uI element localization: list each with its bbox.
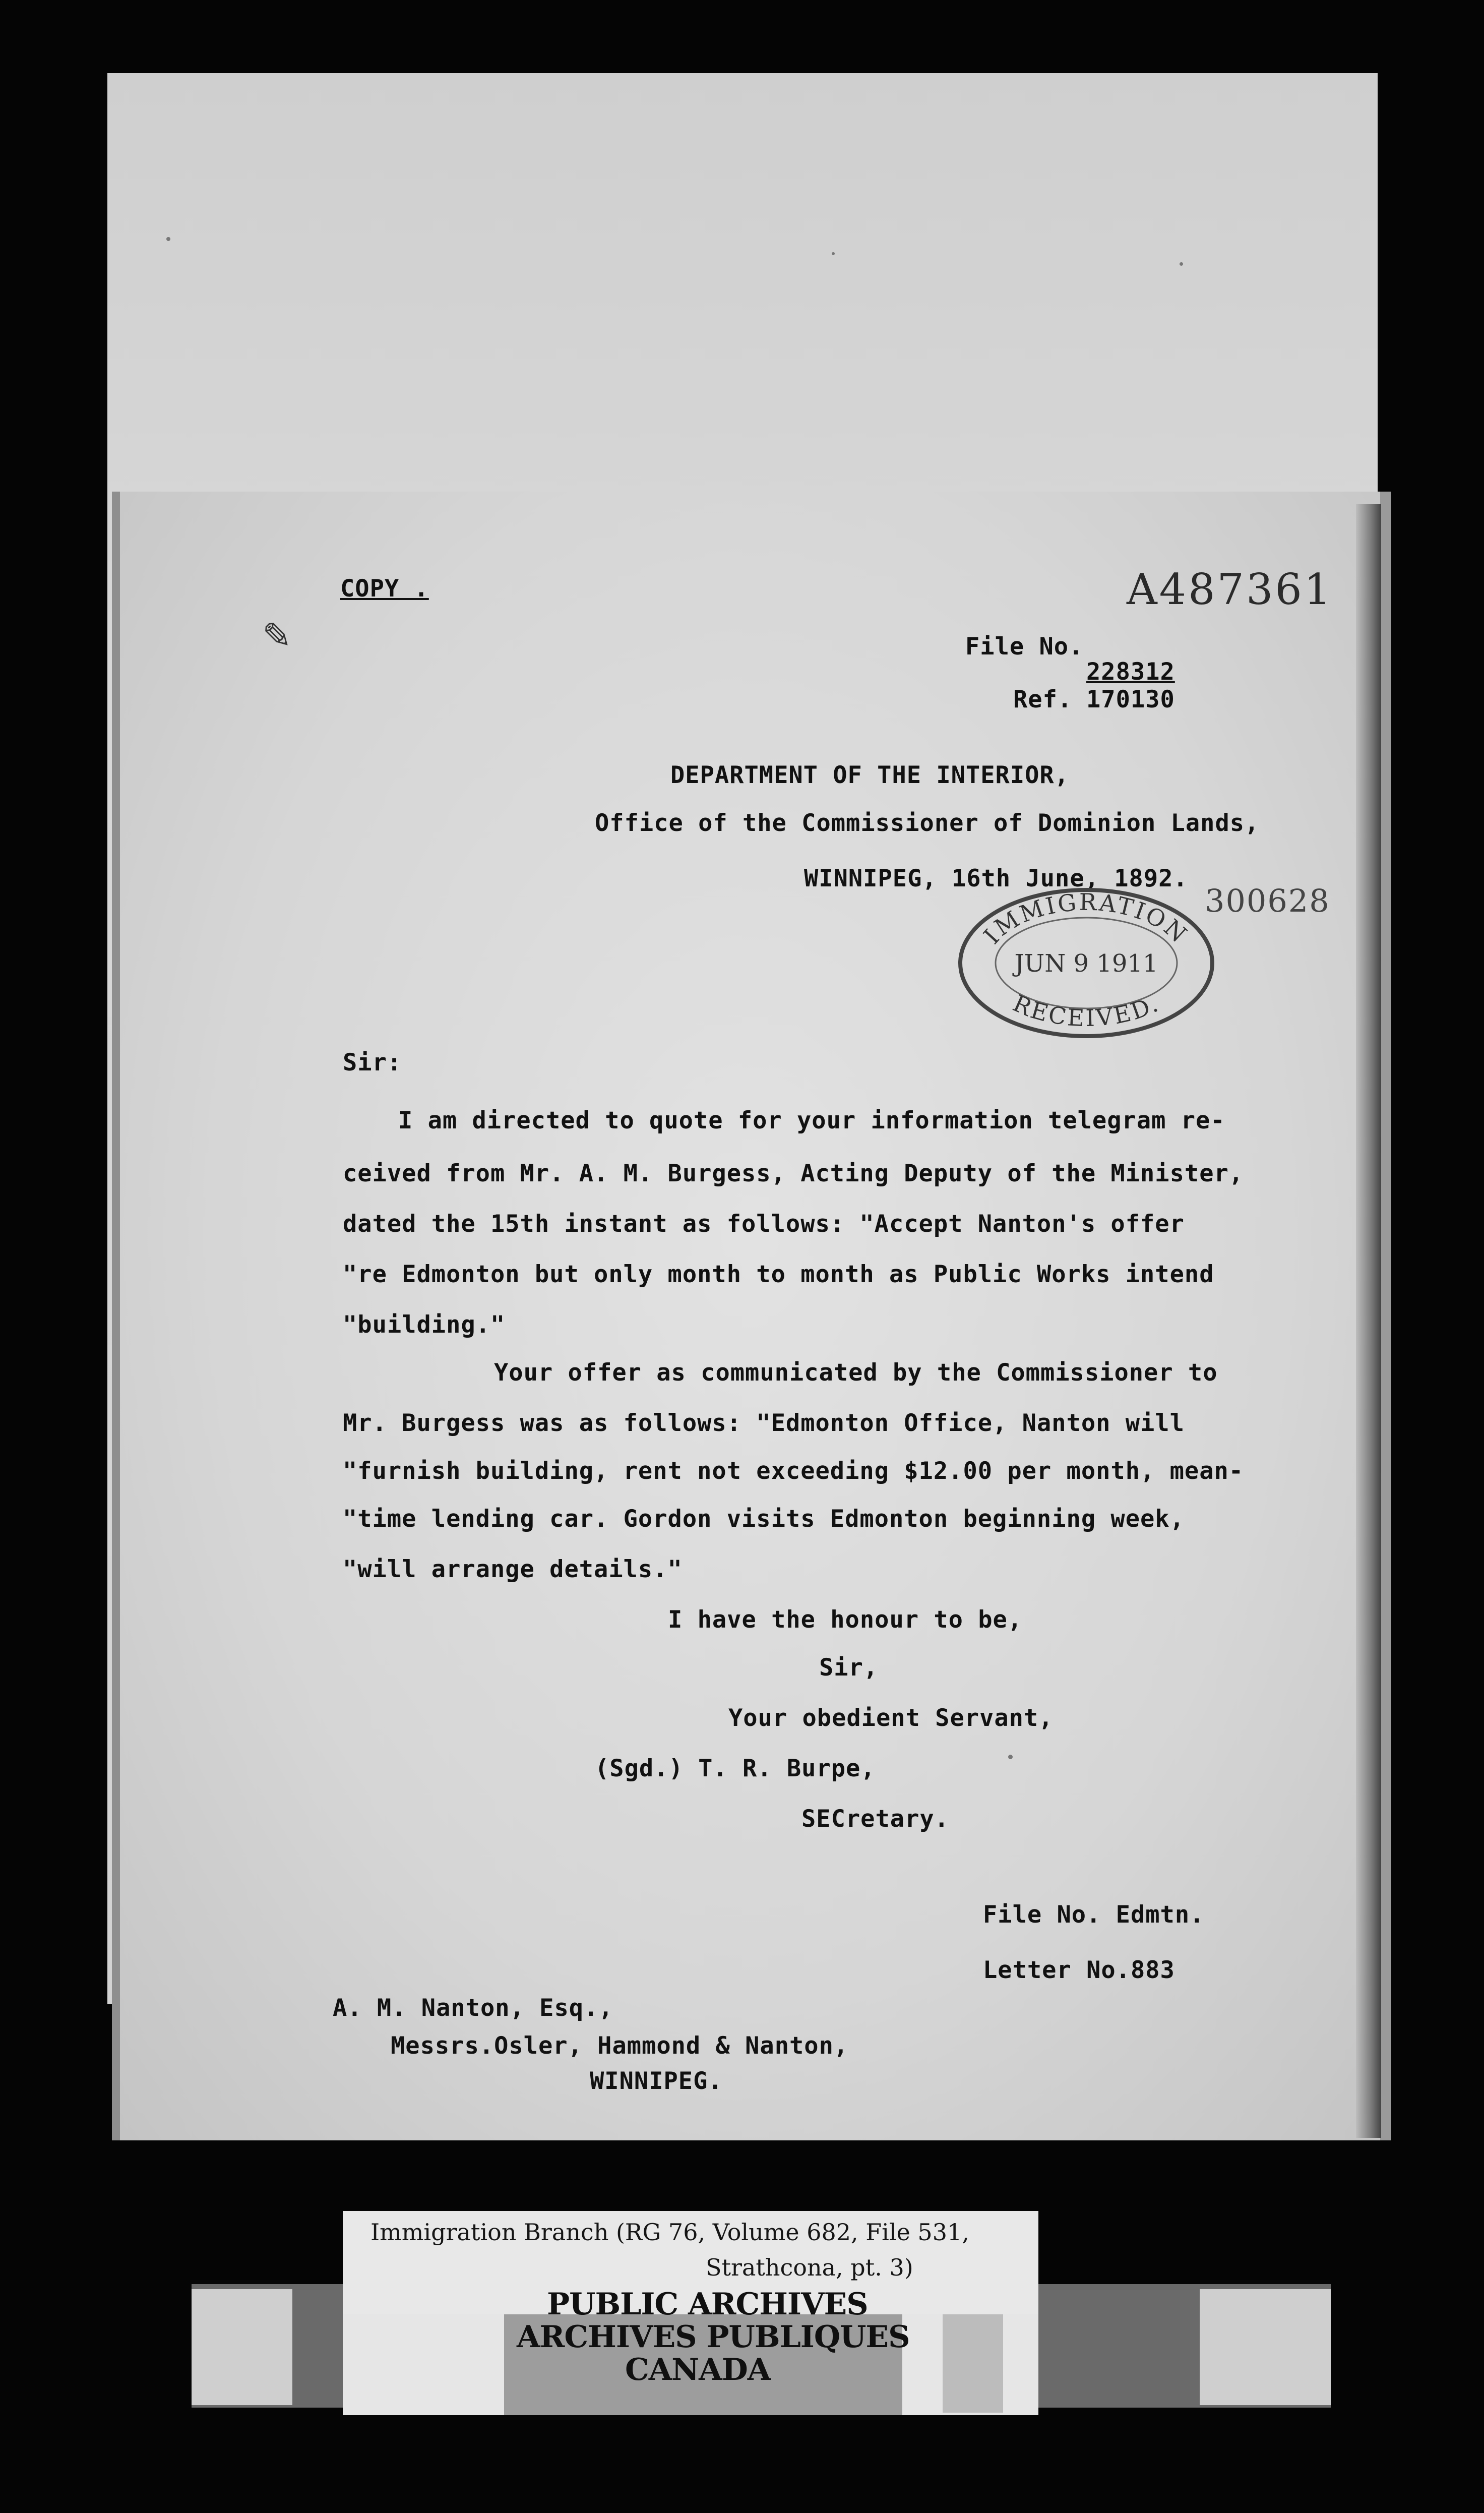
- salutation: Sir:: [343, 1049, 402, 1076]
- paragraph2-line: "time lending car. Gordon visits Edmonton beginning week,: [343, 1505, 1185, 1533]
- paper-speck: [1008, 1755, 1013, 1759]
- immigration-received-stamp: [955, 885, 1217, 1041]
- archive-label-line: Strathcona, pt. 3): [706, 2254, 913, 2281]
- paragraph2-line: Mr. Burgess was as follows: "Edmonton Office, Nanton will: [343, 1409, 1185, 1437]
- letter-sheet: [112, 492, 1391, 2140]
- closing-line: Your obedient Servant,: [728, 1704, 1054, 1732]
- office-heading: Office of the Commissioner of Dominion Lands,: [595, 809, 1260, 837]
- archive-name-english: PUBLIC ARCHIVES: [547, 2287, 868, 2322]
- closing-line: I have the honour to be,: [668, 1606, 1023, 1634]
- paragraph1-line: "building.": [343, 1311, 506, 1339]
- paragraph2-line: Your offer as communicated by the Commissioner to: [494, 1359, 1218, 1387]
- archive-strip-end: [192, 2289, 292, 2405]
- file-no-value: 228312: [1086, 658, 1175, 686]
- stamp-top-text: IMMIGRATION: [978, 888, 1194, 949]
- address-line: Messrs.Osler, Hammond & Nanton,: [391, 2032, 849, 2060]
- paragraph1-line: "re Edmonton but only month to month as Public Works intend: [343, 1261, 1214, 1288]
- handwritten-mark: ✎: [262, 615, 292, 656]
- archive-label-line: Immigration Branch (RG 76, Volume 682, File 531,: [370, 2219, 969, 2246]
- ref-label: Ref.: [1013, 686, 1073, 713]
- stamp-date: JUN 9 1911: [1014, 949, 1158, 978]
- paragraph2-line: "will arrange details.": [343, 1555, 683, 1583]
- archive-strip-end: [1200, 2289, 1331, 2405]
- address-line: WINNIPEG.: [590, 2067, 723, 2095]
- received-number: 300628: [1205, 882, 1330, 919]
- archive-country: CANADA: [625, 2352, 771, 2387]
- letter-reference: Letter No.883: [983, 1956, 1175, 1984]
- letter-sheet-edge: [1356, 504, 1381, 2138]
- department-heading: DEPARTMENT OF THE INTERIOR,: [670, 761, 1070, 789]
- paragraph1-line: dated the 15th instant as follows: "Accept Nanton's offer: [343, 1210, 1185, 1238]
- copy-label: COPY .: [340, 575, 429, 603]
- ref-value: 170130: [1086, 686, 1175, 713]
- archive-name-french: ARCHIVES PUBLIQUES: [517, 2319, 910, 2355]
- file-no-label: File No.: [965, 633, 1084, 661]
- paragraph1-line: I am directed to quote for your information telegram re-: [398, 1107, 1225, 1134]
- signature-title: SECretary.: [801, 1805, 949, 1833]
- paper-speck: [166, 237, 170, 241]
- stamp-bottom-text: RECEIVED.: [1009, 989, 1164, 1032]
- archive-number: A487361: [1127, 565, 1333, 614]
- address-line: A. M. Nanton, Esq.,: [333, 1994, 613, 2022]
- file-reference: File No. Edmtn.: [983, 1901, 1205, 1929]
- place-date: WINNIPEG, 16th June, 1892.: [804, 865, 1188, 892]
- paper-speck: [832, 252, 835, 255]
- signature: (Sgd.) T. R. Burpe,: [595, 1755, 876, 1782]
- closing-line: Sir,: [819, 1654, 879, 1682]
- paragraph2-line: "furnish building, rent not exceeding $12.00 per month, mean-: [343, 1457, 1244, 1485]
- paragraph1-line: ceived from Mr. A. M. Burgess, Acting Deputy of the Minister,: [343, 1160, 1244, 1187]
- paper-speck: [1180, 262, 1183, 266]
